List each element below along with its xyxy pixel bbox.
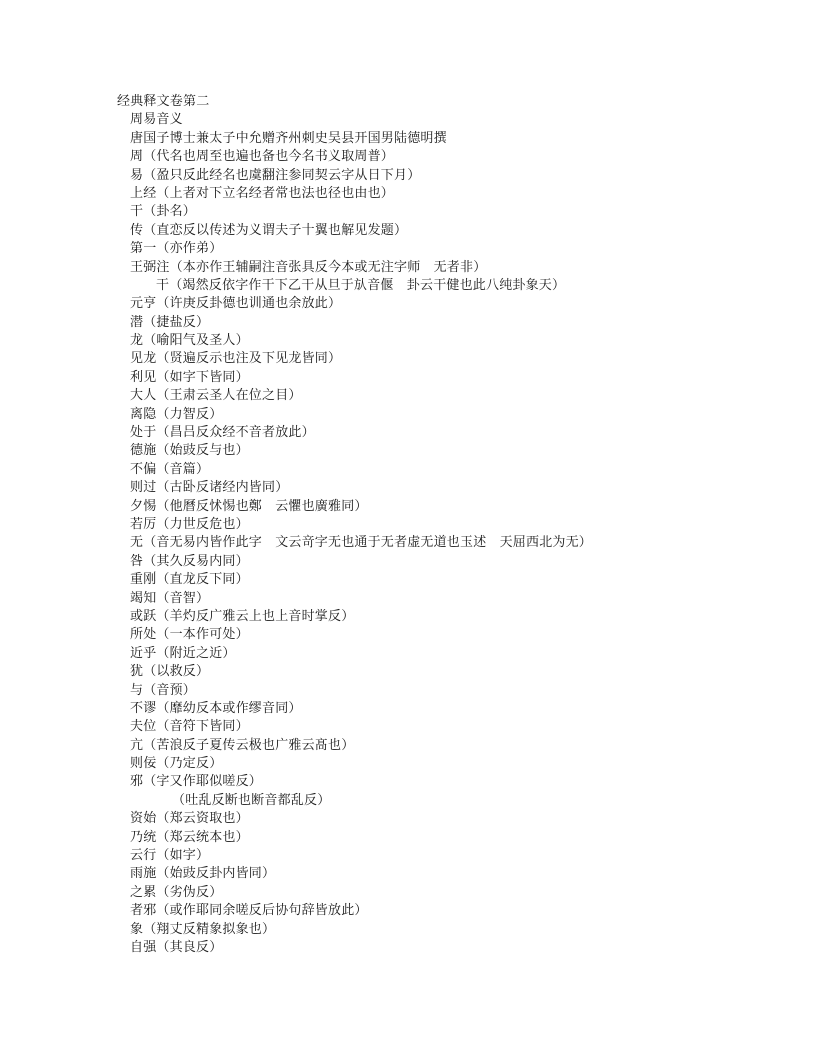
text-line: 亢（苦浪反子夏传云极也广雅云髙也）: [130, 736, 355, 752]
text-line: 干（卦名）: [130, 203, 197, 219]
text-line: 利见（如字下皆同）: [130, 368, 249, 384]
text-line: 夫位（音符下皆同）: [130, 718, 249, 734]
text-line: 咎（其久反易内同）: [130, 552, 249, 568]
text-line: 不偏（音篇）: [130, 460, 210, 476]
doc-title: 经典释文卷第二: [117, 93, 210, 108]
text-line: 夕惕（他曆反怵惕也鄭 云懼也廣雅同）: [130, 497, 368, 513]
text-line: 重刚（直龙反下同）: [130, 571, 249, 587]
text-line: 自强（其良反）: [130, 938, 223, 954]
text-line: （吐乱反断也断音都乱反）: [172, 791, 331, 807]
text-line: 象（翔丈反精象拟象也）: [130, 920, 276, 936]
text-line: 无（音无易内皆作此字 文云竒字无也通于无者虚无道也玉述 天屈西北为无）: [130, 534, 593, 550]
text-line: 见龙（贤遍反示也注及下见龙皆同）: [130, 350, 342, 366]
text-line: 离隐（力智反）: [130, 405, 223, 421]
text-line: 第一（亦作弟）: [130, 240, 223, 256]
text-line: 雨施（始豉反卦内皆同）: [130, 865, 276, 881]
text-line: 之累（劣伪反）: [130, 883, 223, 899]
text-line: 唐国子博士兼太子中允赠齐州刺史吴县开国男陆德明撰: [130, 129, 447, 145]
text-line: 邪（字又作耶似嗟反）: [130, 773, 263, 789]
text-line: 元亨（许庚反卦德也训通也余放此）: [130, 295, 342, 311]
text-line: 周（代名也周至也遍也备也今名书义取周普）: [130, 148, 395, 164]
text-line: 或跃（羊灼反广雅云上也上音时掌反）: [130, 607, 355, 623]
text-line: 犹（以救反）: [130, 663, 210, 679]
text-line: 大人（王肃云圣人在位之目）: [130, 387, 302, 403]
text-line: 乃统（郑云统本也）: [130, 828, 249, 844]
text-block: [117, 92, 777, 956]
text-line: 干（竭然反依字作干下乙干从旦于㫃音偃 卦云干健也此八纯卦象天）: [156, 276, 566, 292]
text-line: 不谬（靡幼反本或作缪音同）: [130, 699, 302, 715]
text-line: 则佞（乃定反）: [130, 755, 223, 771]
text-line: 则过（古卧反诸经内皆同）: [130, 479, 289, 495]
text-line: 易（盈只反此经名也虞翻注参同契云字从日下月）: [130, 166, 421, 182]
text-line: 王弼注（本亦作王辅嗣注音张具反今本或无注字师 无者非）: [130, 258, 487, 274]
text-line: 上经（上者对下立名经者常也法也径也由也）: [130, 184, 395, 200]
text-line: 与（音预）: [130, 681, 197, 697]
text-line: 若厉（力世反危也）: [130, 515, 249, 531]
text-line: 传（直恋反以传述为义谓夫子十翼也解见发题）: [130, 221, 408, 237]
text-line: 所处（一本作可处）: [130, 626, 249, 642]
text-line: 龙（喻阳气及圣人）: [130, 332, 249, 348]
text-line: 周易音义: [130, 111, 183, 127]
text-line: 处于（昌吕反众经不音者放此）: [130, 424, 315, 440]
text-line: 资始（郑云资取也）: [130, 810, 249, 826]
text-line: 云行（如字）: [130, 847, 210, 863]
text-line: 德施（始豉反与也）: [130, 442, 249, 458]
text-line: 竭知（音智）: [130, 589, 210, 605]
text-line: 近乎（附近之近）: [130, 644, 236, 660]
text-line: 潜（捷盐反）: [130, 313, 210, 329]
text-line: 者邪（或作耶同余嗟反后协句辞皆放此）: [130, 902, 368, 918]
